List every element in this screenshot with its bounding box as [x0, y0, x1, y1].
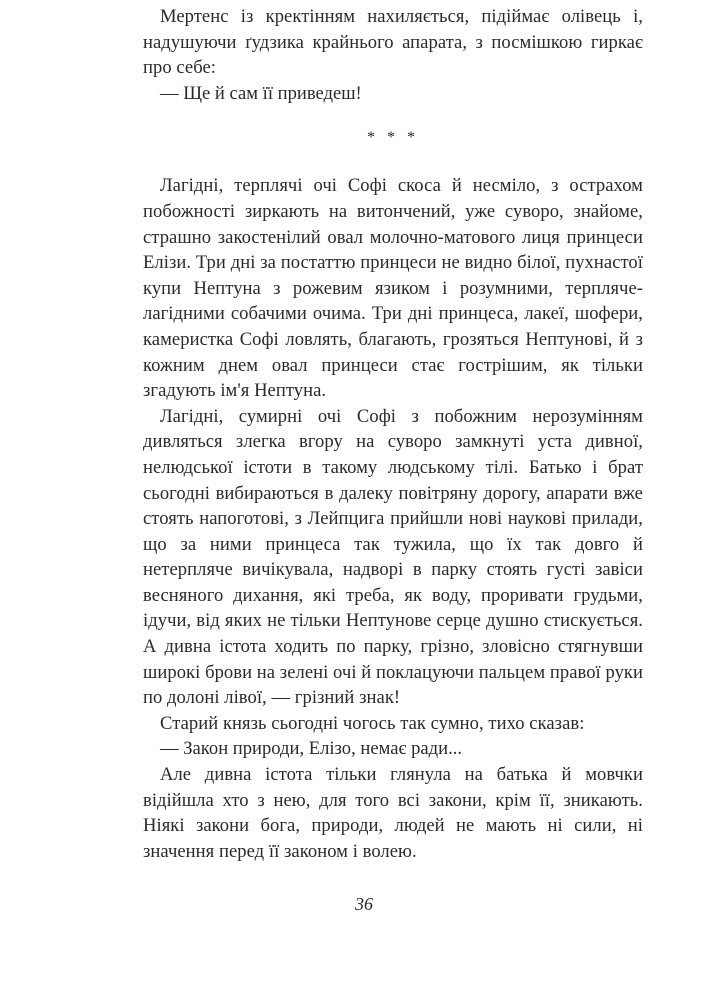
- final-paragraph: Але дивна істота тільки глянула на батька й мовчки відійшла хто з нею, для того всі закони, крім її, зникають. Ніякі закони бога, природи, людей не мають ні сили, ні значення перед її законом і волею.: [143, 764, 643, 862]
- paragraph-strange-being: Лагідні, сумирні очі Софі з побожним нерозумінням дивляться злегка вгору на суворо замкнуті уста дивної, нелюдської істоти в такому людському тілі. Батько і брат сьогодні вибираються в далеку повітряну дорогу, апарати вже стоять напоготові, з Лейпцига прийшли нові наукові прилади, що за ними принцеса так тужила, що їх так довго й нетерпляче вичікувала, надворі в парку стоять густі завіси весняного дихання, які треба, як воду, проривати грудьми, ідучи, від яких не тільки Нептунове серце душно стискується. А дивна істота ходить по парку, грізно, зловісно стягнувши широкі брови на зелені очі й поклацуючи пальцем правої руки по долоні лівої, — грізний знак!: [143, 405, 643, 709]
- paragraph-old-prince: Старий князь сьогодні чогось так сумно, тихо сказав:: [160, 712, 585, 734]
- page-number: 36: [355, 894, 373, 914]
- opening-dialogue-line: — Ще й сам її приведеш!: [160, 82, 362, 104]
- closing-dialogue-line: — Закон природи, Елізо, немає ради...: [160, 738, 463, 760]
- paragraph-neptune-search: Лагідні, терплячі очі Софі скоса й несміло, з острахом побожності зиркають на витончений, уже суворо, знайоме, страшно закостенілий овал молочно-матового лиця принцеси Елізи. Три дні за постаттю принцеси не видно білої, пухнастої купи Нептуна з рожевим язиком і розумними, терпляче-лагідними собачими очима. Три дні принцеса, лакеї, шофери, камеристка Софі ловлять, благають, грозяться Нептунові, й з кожним днем овал принцеси стає гострішим, як тільки згадують ім'я Нептуна.: [143, 175, 643, 402]
- section-separator: * * *: [367, 129, 419, 147]
- page-content: [143, 4, 643, 864]
- opening-paragraph: Мертенс із кректінням нахиляється, підіймає олівець і, надушуючи ґудзика крайнього апарата, з посмішкою гиркає про себе:: [143, 6, 643, 79]
